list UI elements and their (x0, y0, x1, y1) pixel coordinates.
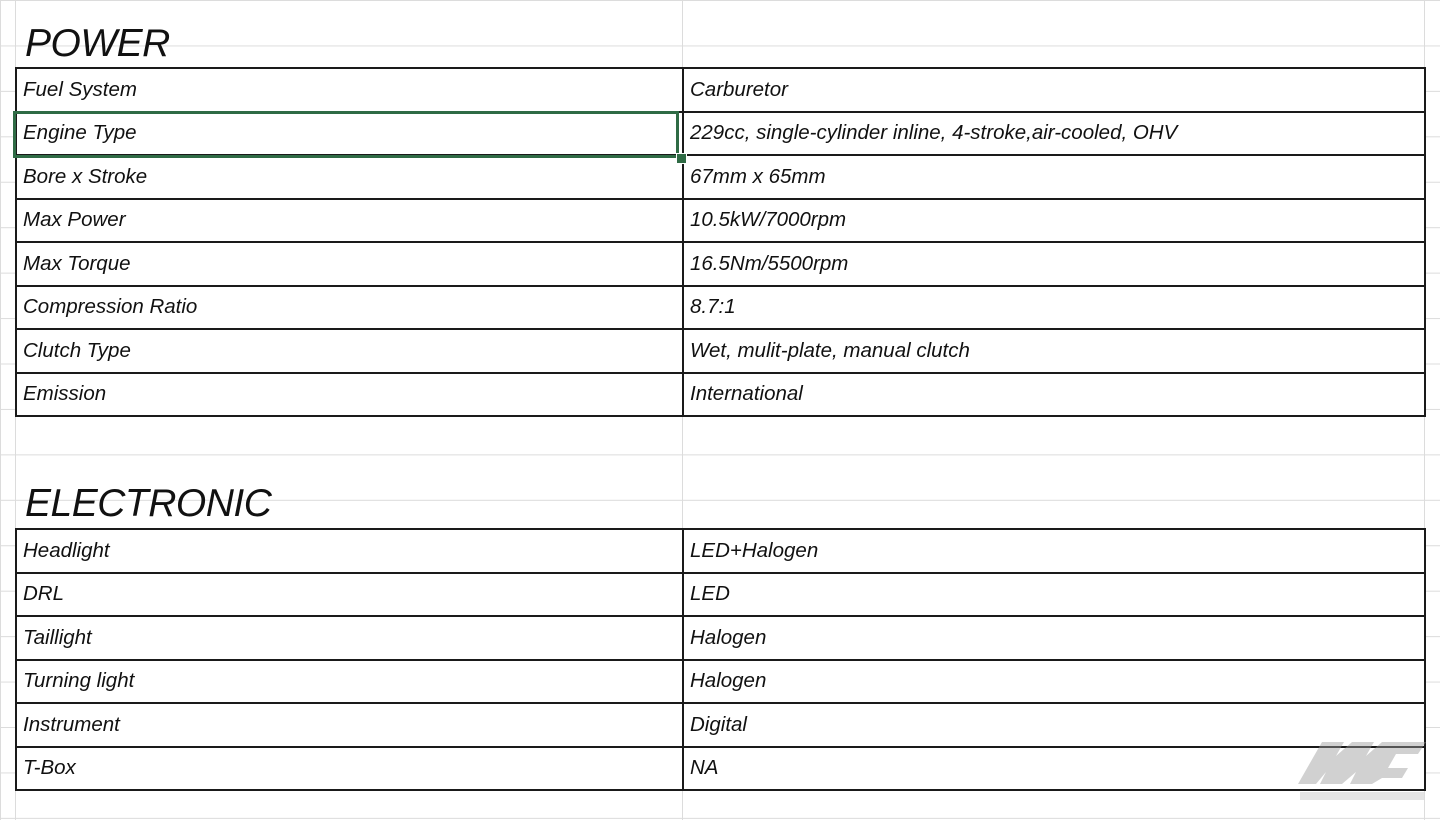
table-row (16, 286, 1425, 330)
table-row (16, 199, 1425, 243)
spec-label-cell[interactable]: T-Box (16, 747, 683, 791)
spec-value-cell[interactable]: LED+Halogen (683, 529, 1425, 573)
table-row (16, 242, 1425, 286)
table-row (16, 660, 1425, 704)
spec-label-cell[interactable]: Headlight (16, 529, 683, 573)
spec-label-cell[interactable]: Taillight (16, 616, 683, 660)
spec-label-cell[interactable]: Max Torque (16, 242, 683, 286)
spec-label-cell[interactable]: Fuel System (16, 68, 683, 112)
table-row (16, 329, 1425, 373)
table-row (16, 616, 1425, 660)
spec-label-cell[interactable]: Clutch Type (16, 329, 683, 373)
table-row (16, 68, 1425, 112)
spec-value-cell[interactable]: 10.5kW/7000rpm (683, 199, 1425, 243)
table-row (16, 573, 1425, 617)
section-title-electronic[interactable]: ELECTRONIC (25, 482, 272, 525)
spec-value-cell[interactable]: Digital (683, 703, 1425, 747)
spec-label-cell[interactable]: DRL (16, 573, 683, 617)
spec-label-cell[interactable]: Bore x Stroke (16, 155, 683, 199)
spec-value-cell[interactable]: Halogen (683, 660, 1425, 704)
section-title-power[interactable]: POWER (25, 22, 170, 65)
fill-handle[interactable] (676, 153, 687, 164)
spec-value-cell[interactable]: 229cc, single-cylinder inline, 4-stroke,air-cooled, OHV (683, 112, 1425, 156)
spec-label-cell[interactable]: Compression Ratio (16, 286, 683, 330)
table-row (16, 529, 1425, 573)
spec-value-cell[interactable]: 16.5Nm/5500rpm (683, 242, 1425, 286)
watermark-logo (1296, 740, 1428, 820)
spec-value-cell[interactable]: 8.7:1 (683, 286, 1425, 330)
table-row (16, 703, 1425, 747)
spec-value-cell[interactable]: 67mm x 65mm (683, 155, 1425, 199)
spec-value-cell[interactable]: Carburetor (683, 68, 1425, 112)
electronic-spec-table (15, 528, 1426, 791)
spec-label-cell[interactable]: Instrument (16, 703, 683, 747)
table-row (16, 112, 1425, 156)
spec-value-cell[interactable]: LED (683, 573, 1425, 617)
spec-value-cell[interactable]: NA (683, 747, 1425, 791)
spec-value-cell[interactable]: International (683, 373, 1425, 417)
spec-label-cell[interactable]: Turning light (16, 660, 683, 704)
power-spec-table (15, 67, 1426, 417)
table-row (16, 373, 1425, 417)
spec-label-cell[interactable]: Max Power (16, 199, 683, 243)
spec-label-cell[interactable]: Engine Type (16, 112, 683, 156)
table-row (16, 747, 1425, 791)
spec-value-cell[interactable]: Wet, mulit-plate, manual clutch (683, 329, 1425, 373)
spec-label-cell[interactable]: Emission (16, 373, 683, 417)
spec-value-cell[interactable]: Halogen (683, 616, 1425, 660)
table-row (16, 155, 1425, 199)
